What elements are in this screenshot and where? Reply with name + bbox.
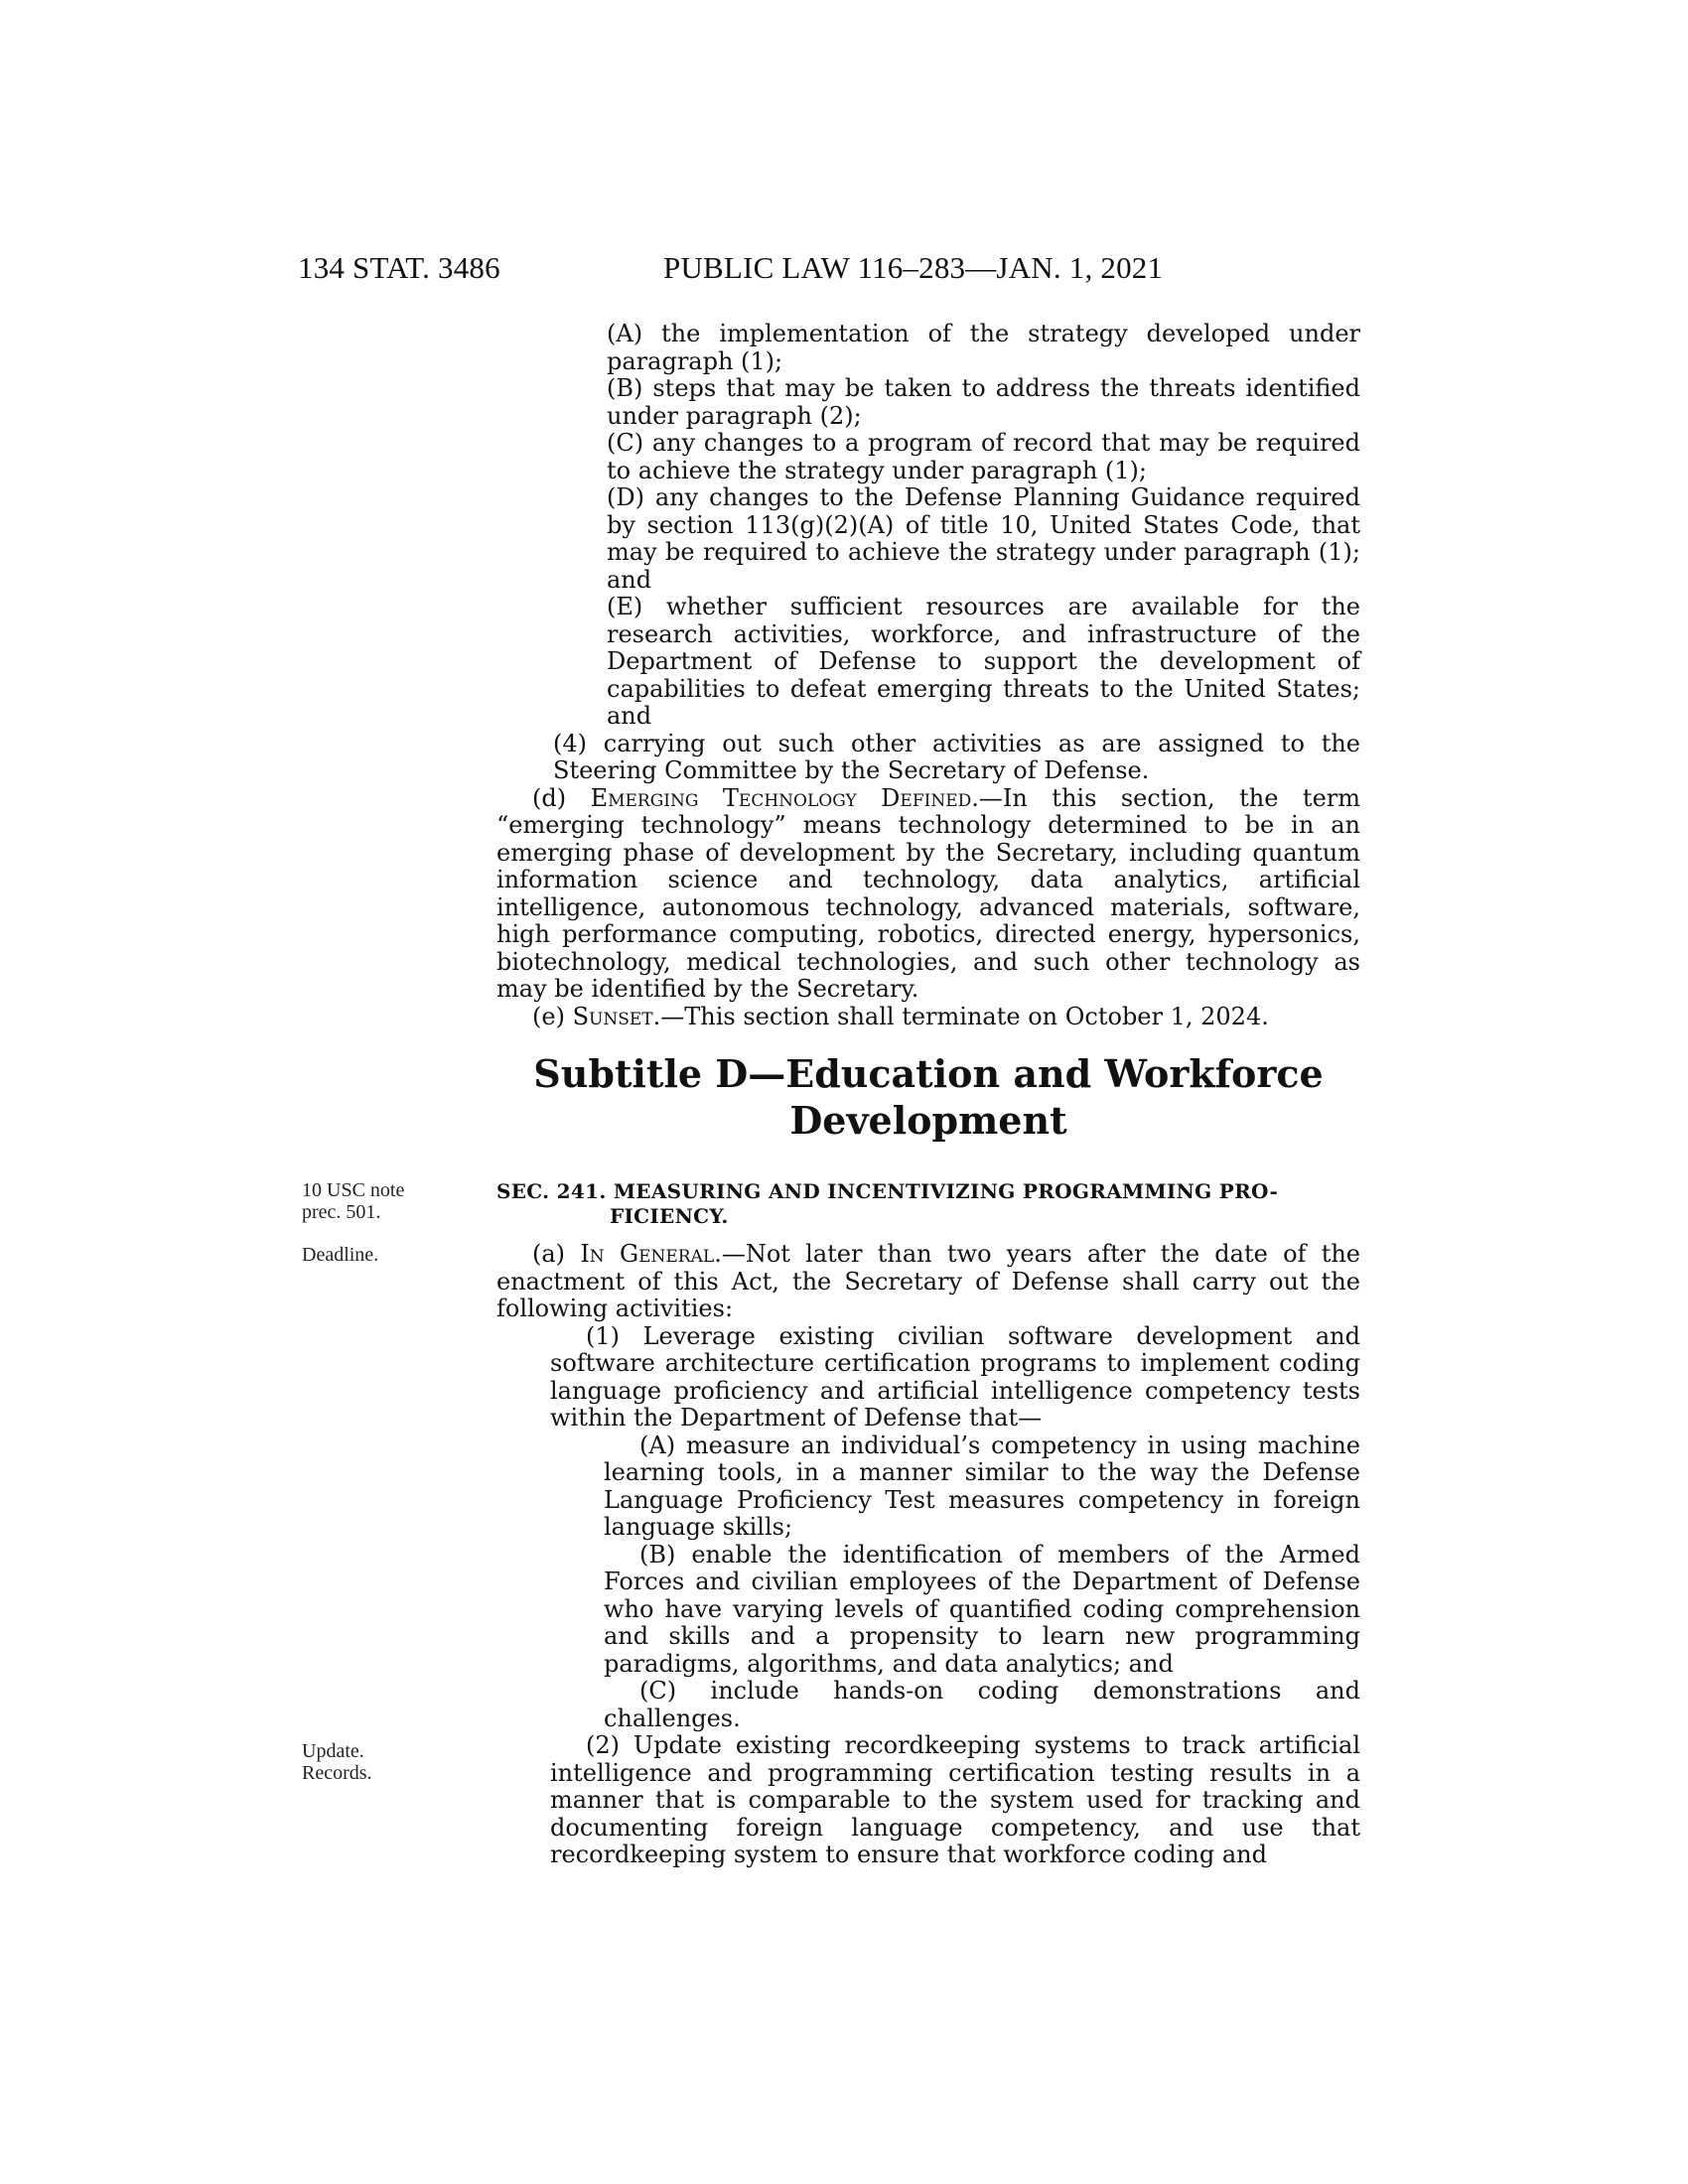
item-b: (B) steps that may be taken to address the threats identified under paragraph (2);	[607, 374, 1360, 430]
law-title: PUBLIC LAW 116–283—JAN. 1, 2021	[663, 250, 1164, 285]
item-e: (E) whether sufficient resources are available for the research activities, workforce, and infrastructure of the Department of Defense to support the development of capabilities to defeat emerging threats to the United States; and	[607, 593, 1360, 730]
item-a: (A) the implementation of the strategy developed under paragraph (1);	[607, 320, 1360, 375]
paragraph-e: (e) Sunset.—This section shall terminate on October 1, 2024.	[532, 1002, 1269, 1030]
paragraph-2: (2) Update existing recordkeeping systems to track artificial intelligence and programming certification testing results in a manner that is comparable to the system used for tracking and documenting foreign language competency, and use that recordkeeping system to ensure that workforce coding and	[550, 1731, 1360, 1868]
sub-item-c: (C) include hands-on coding demonstrations and challenges.	[604, 1677, 1360, 1732]
section-heading: SEC. 241. MEASURING AND INCENTIVIZING PROGRAMMING PRO- FICIENCY.	[496, 1179, 1279, 1228]
sub-item-a: (A) measure an individual’s competency in using machine learning tools, in a manner similar to the way the Defense Language Proficiency Test measures competency in foreign language skills;	[604, 1431, 1360, 1541]
paragraph-1: (1) Leverage existing civilian software development and software architecture certification programs to implement coding language proficiency and artificial intelligence competency tests within the Department of Defense that—	[550, 1321, 1360, 1432]
item-d: (D) any changes to the Defense Planning Guidance required by section 113(g)(2)(A) of title 10, United States Code, that may be required to achieve the strategy under paragraph (1); and	[607, 483, 1360, 594]
paragraph-4: (4) carrying out such other activities as are assigned to the Steering Committee by the Secretary of Defense.	[553, 729, 1360, 784]
top-text-block	[496, 321, 1360, 1030]
stat-reference: 134 STAT. 3486	[298, 250, 500, 285]
paragraph-d-heading: Emerging Technology Defined	[590, 783, 972, 812]
section-text-block	[496, 1241, 1360, 1869]
paragraph-a-heading: In General	[580, 1240, 715, 1268]
paragraph-d: (d) Emerging Technology Defined.—In this section, the term “emerging technology” means technology determined to be in an emerging phase of development by the Secretary, including quantum information science and technology, data analytics, artificial intelligence, autonomous technology, advanced materials, software, high performance computing, robotics, directed energy, hypersonics, biotechnology, medical technologies, and such other technology as may be identified by the Secretary.	[496, 783, 1361, 1003]
sub-item-b: (B) enable the identification of members of the Armed Forces and civilian employees of the Department of Defense who have varying levels of quantified coding comprehension and skills and a propensity to learn new programming paradigms, algorithms, and data analytics; and	[604, 1540, 1360, 1678]
item-c: (C) any changes to a program of record that may be required to achieve the strategy under paragraph (1);	[607, 429, 1360, 484]
update-records-margin-note: Update. Records.	[302, 1740, 372, 1784]
paragraph-e-heading: Sunset	[572, 1002, 653, 1030]
deadline-margin-note: Deadline.	[302, 1244, 379, 1266]
paragraph-a: (a) In General.—Not later than two years after the date of the enactment of this Act, the Secretary of Defense shall carry out the following activities:	[496, 1240, 1361, 1322]
subtitle-heading: Subtitle D—Education and Workforce Development	[533, 1051, 1324, 1143]
usc-margin-note: 10 USC note prec. 501.	[302, 1179, 405, 1223]
